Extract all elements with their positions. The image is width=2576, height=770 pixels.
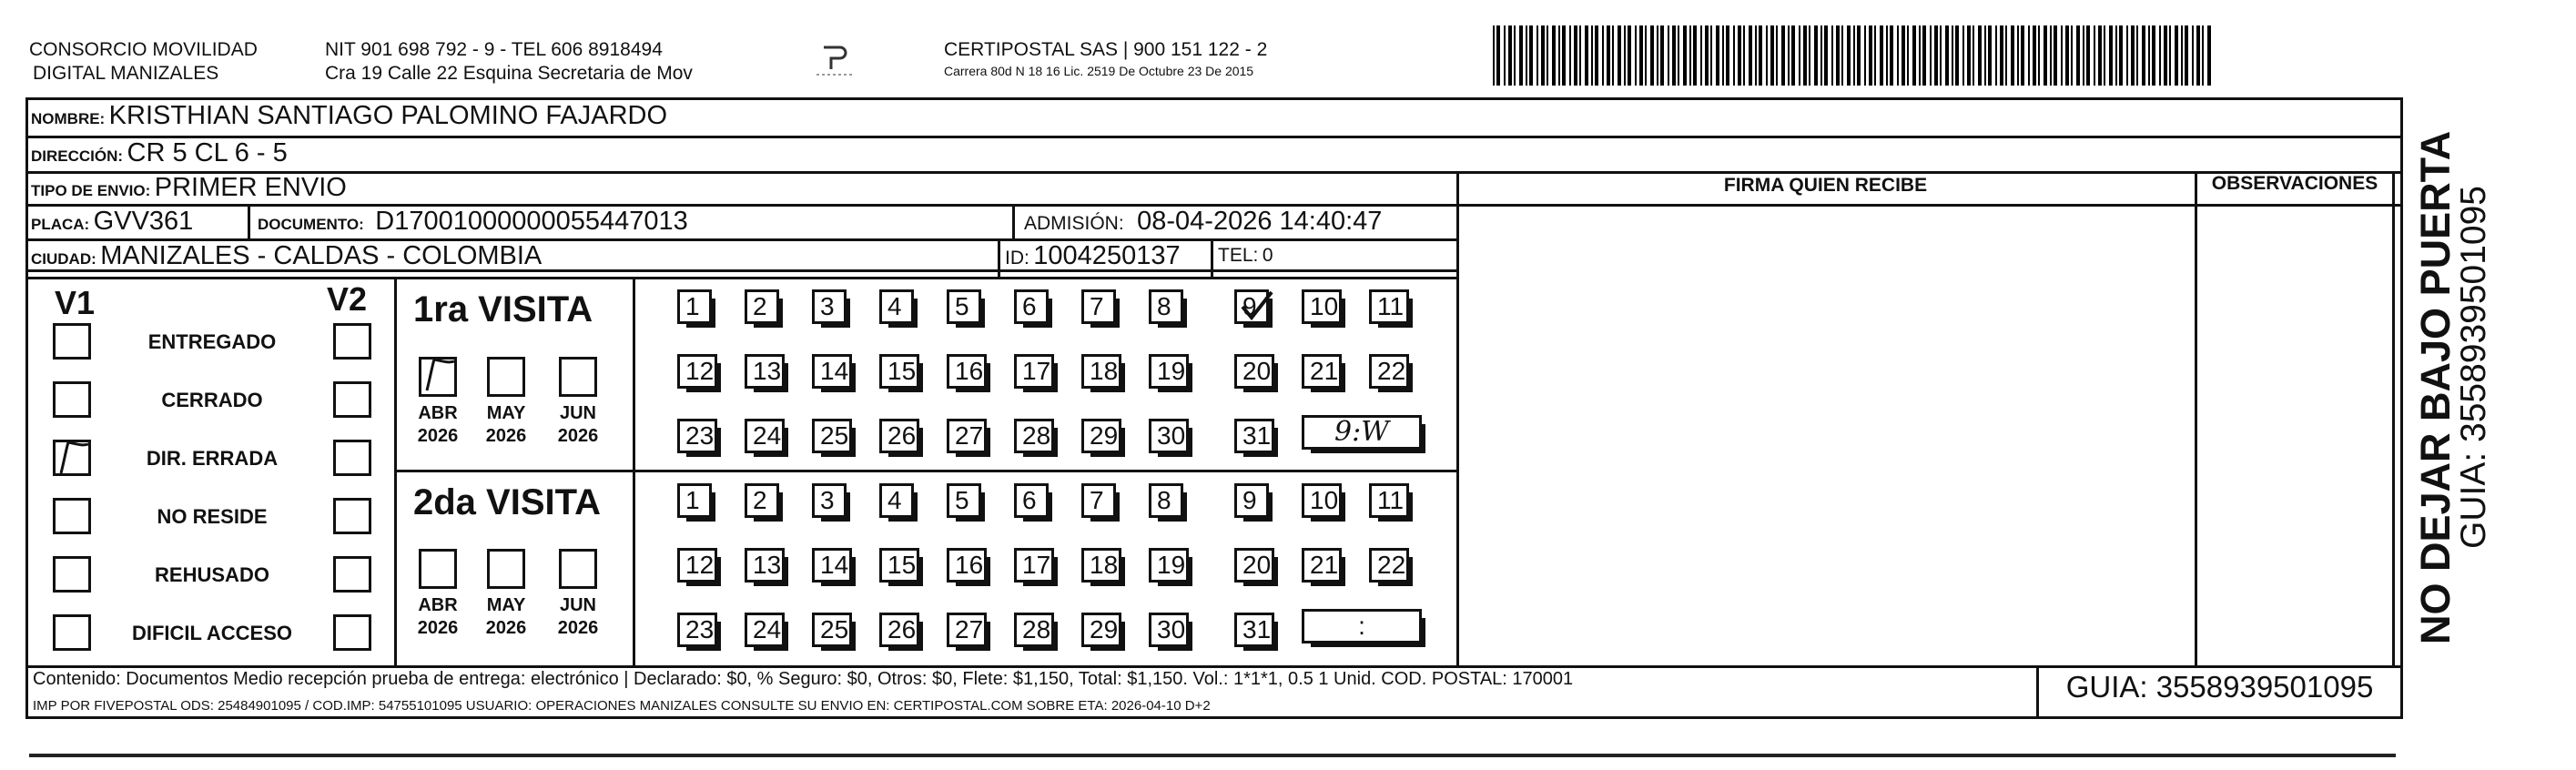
day-box-11[interactable]	[1369, 289, 1409, 324]
day-number: 26	[887, 421, 917, 450]
second-visit-title: 2da VISITA	[413, 482, 601, 522]
day-number: 7	[1090, 292, 1104, 320]
day-box-26[interactable]	[879, 419, 919, 453]
day-number: 7	[1090, 486, 1104, 514]
ciudad-row	[31, 240, 542, 276]
day-box-1[interactable]	[677, 483, 712, 518]
day-box-23[interactable]	[677, 419, 717, 453]
handwritten-check-icon	[420, 354, 460, 394]
ciudad-label: CIUDAD:	[31, 250, 96, 268]
day-box-30[interactable]	[1149, 613, 1189, 647]
documento-value: D17001000000055447013	[375, 207, 688, 236]
day-number: 29	[1090, 421, 1119, 450]
barcode	[1493, 25, 2221, 86]
day-number: 17	[1022, 357, 1051, 385]
direccion-row	[31, 137, 288, 173]
observaciones-header: OBSERVACIONES	[2211, 173, 2378, 194]
month-checkbox-may[interactable]	[487, 357, 525, 397]
day-box-1[interactable]	[677, 289, 712, 324]
day-number: 6	[1022, 486, 1037, 514]
id-cell	[1005, 240, 1181, 276]
first-visit-title: 1ra VISITA	[413, 289, 593, 329]
day-box-21[interactable]	[1302, 548, 1342, 583]
day-box-16[interactable]	[947, 354, 987, 389]
day-box-29[interactable]	[1081, 419, 1121, 453]
day-box-28[interactable]	[1014, 613, 1054, 647]
day-box-25[interactable]	[812, 613, 852, 647]
day-box-29[interactable]	[1081, 613, 1121, 647]
day-box-20[interactable]	[1234, 548, 1274, 583]
day-number: 31	[1242, 421, 1272, 450]
day-number: 25	[820, 615, 849, 643]
day-box-24[interactable]	[745, 613, 785, 647]
day-box-2[interactable]	[745, 289, 779, 324]
day-number: 17	[1022, 551, 1051, 579]
day-number: 13	[753, 551, 782, 579]
day-box-27[interactable]	[947, 613, 987, 647]
month-name: MAY	[486, 595, 526, 615]
day-box-20[interactable]	[1234, 354, 1274, 389]
day-box-11[interactable]	[1369, 483, 1409, 518]
day-number: 29	[1090, 615, 1119, 643]
nombre-value: KRISTHIAN SANTIAGO PALOMINO FAJARDO	[108, 101, 668, 130]
month-label	[548, 402, 608, 448]
day-number: 16	[955, 357, 984, 385]
day-number: 27	[955, 421, 984, 450]
day-number: 22	[1377, 357, 1406, 385]
footer-guia: GUIA: 3558939501095	[2065, 670, 2374, 704]
month-checkbox-may[interactable]	[487, 549, 525, 589]
v2-checkbox[interactable]	[333, 381, 371, 418]
signature-area[interactable]	[1459, 207, 2192, 663]
v2-checkbox[interactable]	[333, 614, 371, 651]
v2-checkbox[interactable]	[333, 556, 371, 593]
day-number: 10	[1310, 486, 1339, 514]
month-year: 2026	[485, 426, 527, 446]
day-box-4[interactable]	[879, 289, 914, 324]
day-box-13[interactable]	[745, 354, 785, 389]
company-nit	[325, 38, 693, 86]
day-box-10[interactable]	[1302, 483, 1342, 518]
day-number: 1	[685, 292, 700, 320]
tel-value: 0	[1262, 245, 1273, 266]
day-number: 22	[1377, 551, 1406, 579]
status-label: ENTREGADO	[147, 330, 277, 353]
v2-checkbox[interactable]	[333, 498, 371, 534]
day-number: 15	[887, 357, 917, 385]
day-number: 26	[887, 615, 917, 643]
v1-checkbox[interactable]	[53, 440, 91, 476]
id-label: ID:	[1005, 248, 1029, 268]
day-box-31[interactable]	[1234, 419, 1274, 453]
side-guia: GUIA: 3558939501095	[2454, 186, 2493, 549]
day-box-7[interactable]	[1081, 483, 1116, 518]
day-number: 13	[753, 357, 782, 385]
handwritten-tick-icon	[1239, 289, 1275, 325]
day-box-21[interactable]	[1302, 354, 1342, 389]
v2-header: V2	[327, 280, 368, 318]
side-warning: NO DEJAR BAJO PUERTA	[2412, 130, 2459, 644]
v1-checkbox[interactable]	[53, 614, 91, 651]
day-box-9[interactable]	[1234, 289, 1269, 324]
day-number: 4	[887, 292, 902, 320]
documento-label: DOCUMENTO:	[258, 216, 364, 233]
day-number: 25	[820, 421, 849, 450]
v1-checkbox[interactable]	[53, 556, 91, 593]
day-box-12[interactable]	[677, 354, 717, 389]
day-number: 9	[1242, 292, 1257, 320]
admision-cell	[1024, 206, 1382, 241]
day-number: 15	[887, 551, 917, 579]
carrier-logo-icon	[813, 38, 858, 85]
day-number: 8	[1157, 486, 1171, 514]
nombre-row	[31, 100, 667, 136]
status-label: DIR. ERRADA	[146, 447, 279, 470]
month-label	[408, 402, 468, 448]
month-checkbox-jun[interactable]	[559, 549, 597, 589]
direccion-label: DIRECCIÓN:	[31, 147, 124, 165]
documento-cell	[258, 206, 688, 241]
nombre-label: NOMBRE:	[31, 110, 106, 127]
day-number: 28	[1022, 421, 1051, 450]
day-number: 12	[685, 551, 715, 579]
day-box-17[interactable]	[1014, 548, 1054, 583]
status-label: REHUSADO	[155, 563, 269, 586]
day-box-16[interactable]	[947, 548, 987, 583]
month-year: 2026	[557, 426, 599, 446]
first-visit-time-box[interactable]	[1302, 415, 1422, 450]
day-box-23[interactable]	[677, 613, 717, 647]
day-number: 16	[955, 551, 984, 579]
day-number: 27	[955, 615, 984, 643]
day-number: 5	[955, 292, 969, 320]
v1-checkbox[interactable]	[53, 323, 91, 360]
footer-imp: IMP POR FIVEPOSTAL ODS: 25484901095 / COD.IMP: 54755101095 USUARIO: OPERACIONES MANIZALES CONSULTE SU ENVIO EN: CERTIPOSTAL.COM SOBRE ETA: 2026-04-10 D+2	[33, 698, 1211, 714]
day-box-14[interactable]	[812, 548, 852, 583]
nit-line-1: NIT 901 698 792 - 9 - TEL 606 8918494	[325, 39, 663, 60]
day-box-28[interactable]	[1014, 419, 1054, 453]
status-label: DIFICIL ACCESO	[131, 622, 292, 644]
month-year: 2026	[417, 618, 459, 638]
day-box-18[interactable]	[1081, 354, 1121, 389]
admision-label: ADMISIÓN:	[1024, 213, 1124, 234]
day-box-6[interactable]	[1014, 483, 1049, 518]
month-name: ABR	[418, 595, 458, 615]
v1-checkbox[interactable]	[53, 498, 91, 534]
month-year: 2026	[485, 618, 527, 638]
tipo-envio-row	[31, 172, 347, 208]
day-box-8[interactable]	[1149, 483, 1183, 518]
month-checkbox-jun[interactable]	[559, 357, 597, 397]
day-number: 4	[887, 486, 902, 514]
nit-line-2: Cra 19 Calle 22 Esquina Secretaria de Mov	[325, 63, 693, 84]
company-line-1: CONSORCIO MOVILIDAD	[29, 39, 258, 60]
day-box-31[interactable]	[1234, 613, 1274, 647]
tipo-envio-label: TIPO DE ENVIO:	[31, 182, 151, 199]
handwritten-check-icon	[54, 437, 94, 477]
company-name	[29, 38, 258, 86]
month-label	[476, 594, 536, 640]
day-number: 21	[1310, 551, 1339, 579]
id-value: 1004250137	[1033, 241, 1181, 270]
day-number: 6	[1022, 292, 1037, 320]
day-box-25[interactable]	[812, 419, 852, 453]
day-box-8[interactable]	[1149, 289, 1183, 324]
day-box-22[interactable]	[1369, 548, 1409, 583]
day-box-6[interactable]	[1014, 289, 1049, 324]
day-number: 20	[1242, 551, 1272, 579]
day-number: 5	[955, 486, 969, 514]
placa-label: PLACA:	[31, 216, 90, 233]
carrier-line-1: CERTIPOSTAL SAS | 900 151 122 - 2	[944, 39, 1268, 60]
day-box-3[interactable]	[812, 483, 847, 518]
day-number: 9	[1242, 486, 1257, 514]
firma-header: FIRMA QUIEN RECIBE	[1723, 175, 1928, 196]
ciudad-value: MANIZALES - CALDAS - COLOMBIA	[100, 241, 543, 270]
day-number: 3	[820, 292, 835, 320]
placa-cell	[31, 206, 193, 241]
day-number: 23	[685, 615, 715, 643]
day-number: 30	[1157, 421, 1186, 450]
tipo-envio-value: PRIMER ENVIO	[154, 173, 347, 202]
month-year: 2026	[557, 618, 599, 638]
month-year: 2026	[417, 426, 459, 446]
day-box-19[interactable]	[1149, 354, 1189, 389]
day-box-17[interactable]	[1014, 354, 1054, 389]
month-name: JUN	[559, 403, 596, 423]
month-name: JUN	[559, 595, 596, 615]
second-visit-time: :	[1358, 612, 1365, 640]
v1-checkbox[interactable]	[53, 381, 91, 418]
status-label: NO RESIDE	[157, 505, 268, 528]
month-name: MAY	[486, 403, 526, 423]
day-box-9[interactable]	[1234, 483, 1269, 518]
day-box-26[interactable]	[879, 613, 919, 647]
v2-checkbox[interactable]	[333, 440, 371, 476]
carrier-info	[944, 38, 1267, 78]
company-line-2: DIGITAL MANIZALES	[33, 63, 219, 84]
day-number: 8	[1157, 292, 1171, 320]
day-number: 23	[685, 421, 715, 450]
status-label: CERRADO	[161, 389, 263, 411]
day-box-19[interactable]	[1149, 548, 1189, 583]
second-visit-time-box[interactable]	[1302, 609, 1422, 643]
day-number: 18	[1090, 357, 1119, 385]
day-number: 12	[685, 357, 715, 385]
month-checkbox-abr[interactable]	[419, 549, 457, 589]
v2-checkbox[interactable]	[333, 323, 371, 360]
day-box-24[interactable]	[745, 419, 785, 453]
day-number: 1	[685, 486, 700, 514]
day-number: 30	[1157, 615, 1186, 643]
day-number: 11	[1377, 292, 1405, 320]
day-number: 24	[753, 615, 782, 643]
month-label	[476, 402, 536, 448]
day-number: 21	[1310, 357, 1339, 385]
day-number: 20	[1242, 357, 1272, 385]
day-number: 2	[753, 292, 767, 320]
day-box-30[interactable]	[1149, 419, 1189, 453]
day-box-15[interactable]	[879, 354, 919, 389]
month-checkbox-abr[interactable]	[419, 357, 457, 397]
day-number: 14	[820, 357, 849, 385]
day-number: 11	[1377, 486, 1405, 514]
day-box-3[interactable]	[812, 289, 847, 324]
day-box-27[interactable]	[947, 419, 987, 453]
day-box-14[interactable]	[812, 354, 852, 389]
month-label	[548, 594, 608, 640]
day-number: 31	[1242, 615, 1272, 643]
day-box-13[interactable]	[745, 548, 785, 583]
month-label	[408, 594, 468, 640]
day-box-4[interactable]	[879, 483, 914, 518]
v1-header: V1	[55, 284, 96, 321]
tel-label: TEL:	[1218, 245, 1259, 266]
day-box-18[interactable]	[1081, 548, 1121, 583]
day-number: 28	[1022, 615, 1051, 643]
day-number: 18	[1090, 551, 1119, 579]
day-number: 10	[1310, 292, 1339, 320]
day-number: 14	[820, 551, 849, 579]
first-visit-time: 9:W	[1334, 416, 1390, 448]
day-box-15[interactable]	[879, 548, 919, 583]
day-box-5[interactable]	[947, 483, 981, 518]
day-number: 19	[1157, 551, 1186, 579]
admision-value: 08-04-2026 14:40:47	[1137, 207, 1383, 236]
day-number: 24	[753, 421, 782, 450]
month-name: ABR	[418, 403, 458, 423]
day-number: 3	[820, 486, 835, 514]
observaciones-area[interactable]	[2197, 207, 2389, 663]
day-box-5[interactable]	[947, 289, 981, 324]
day-box-22[interactable]	[1369, 354, 1409, 389]
day-number: 19	[1157, 357, 1186, 385]
day-box-2[interactable]	[745, 483, 779, 518]
day-box-7[interactable]	[1081, 289, 1116, 324]
carrier-line-2: Carrera 80d N 18 16 Lic. 2519 De Octubre 23 De 2015	[944, 64, 1254, 78]
day-number: 2	[753, 486, 767, 514]
placa-value: GVV361	[93, 207, 194, 236]
tel-cell	[1218, 240, 1273, 273]
footer-contenido: Contenido: Documentos Medio recepción prueba de entrega: electrónico | Declarado: $0, % Seguro: $0, Otros: $0, Flete: $1,150, Total: $1,150. Vol.: 1*1*1, 0.5 1 Unid. COD. POSTAL: 170001	[33, 669, 1574, 689]
day-box-12[interactable]	[677, 548, 717, 583]
day-box-10[interactable]	[1302, 289, 1342, 324]
direccion-value: CR 5 CL 6 - 5	[127, 138, 288, 167]
